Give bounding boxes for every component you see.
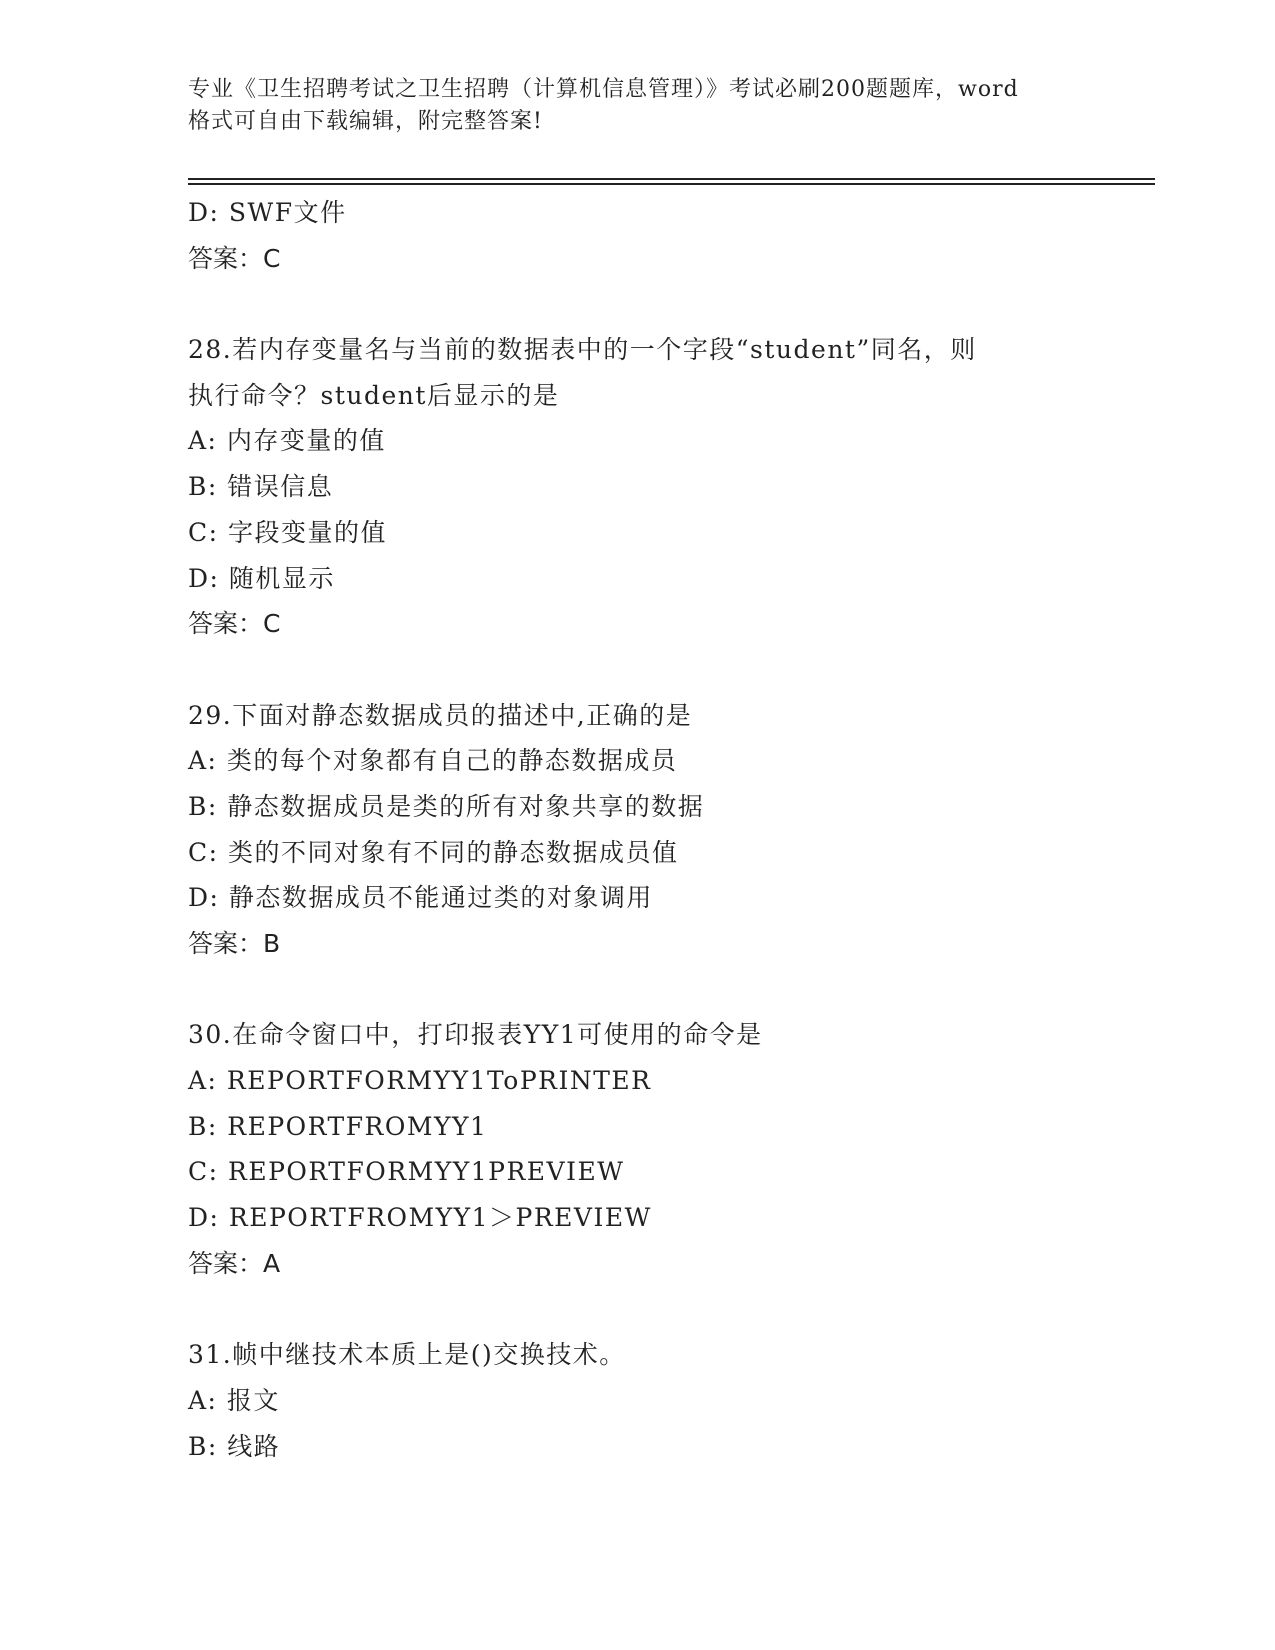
question-28-option-c: C: 字段变量的值 [188,517,387,547]
prev-option-d: D: SWF文件 [188,198,347,227]
question-31-text: 31.帧中继技术本质上是()交换技术。 [188,1340,626,1370]
question-29-option-a: A: 类的每个对象都有自己的静态数据成员 [188,746,678,776]
question-29-option-c: C: 类的不同对象有不同的静态数据成员值 [188,837,679,867]
question-31 [188,1332,1118,1469]
header-title-line-1: 专业《卫生招聘考试之卫生招聘（计算机信息管理）》考试必刷200题题库，word [188,77,1019,102]
document-header [188,74,1088,138]
spacer [188,967,1118,1013]
header-title-line-2: 格式可自由下载编辑，附完整答案! [188,109,543,134]
prev-answer: 答案：C [188,243,281,273]
question-28-text-line-1: 28.若内存变量名与当前的数据表中的一个字段“student”同名，则 [188,335,977,365]
question-28-option-b: B: 错误信息 [188,472,334,502]
question-30-text: 30.在命令窗口中，打印报表YY1可使用的命令是 [188,1020,763,1050]
question-31-option-a: A: 报文 [188,1385,280,1415]
question-29 [188,693,1118,967]
question-30-option-b: B: REPORTFROMYY1 [188,1111,488,1141]
header-divider-bottom [188,183,1155,185]
spacer [188,1287,1118,1333]
question-list [188,190,1118,1469]
question-29-text: 29.下面对静态数据成员的描述中,正确的是 [188,700,693,730]
question-30-option-a: A: REPORTFORMYY1ToPRINTER [188,1066,652,1096]
question-28 [188,327,1118,647]
question-28-text-line-2: 执行命令？student后显示的是 [188,380,560,410]
question-30-answer: 答案：A [188,1248,281,1278]
question-30-option-c: C: REPORTFORMYY1PREVIEW [188,1157,625,1187]
question-28-option-d: D: 随机显示 [188,563,335,593]
question-28-answer: 答案：C [188,609,281,639]
question-29-option-d: D: 静态数据成员不能通过类的对象调用 [188,883,653,913]
spacer [188,281,1118,327]
question-29-option-b: B: 静态数据成员是类的所有对象共享的数据 [188,791,705,821]
question-30 [188,1012,1118,1286]
question-28-option-a: A: 内存变量的值 [188,426,386,456]
question-30-option-d: D: REPORTFROMYY1＞PREVIEW [188,1203,652,1233]
question-31-option-b: B: 线路 [188,1431,281,1461]
header-divider-top [188,178,1155,180]
question-29-answer: 答案：B [188,929,281,958]
spacer [188,647,1118,693]
